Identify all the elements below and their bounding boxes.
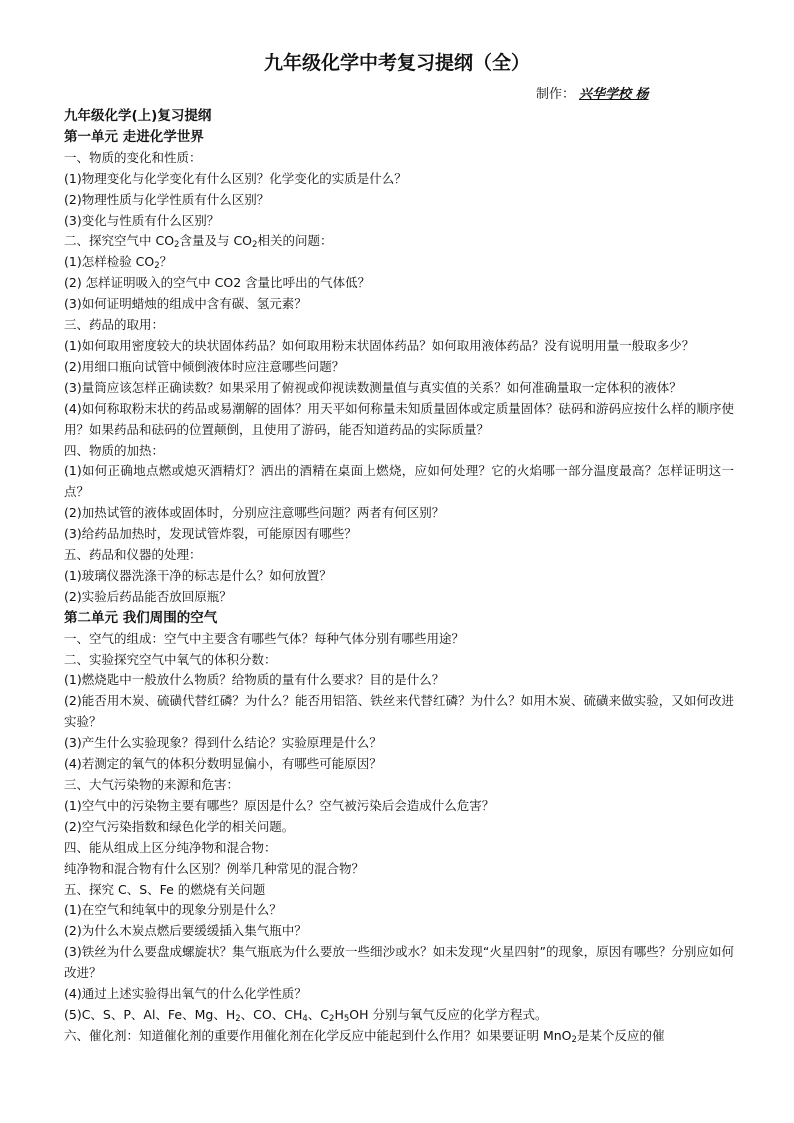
- text-run: OH 分别与氧气反应的化学方程式。: [349, 1006, 548, 1022]
- question-line: (1)如何取用密度较大的块状固体药品？如何取用粉末状固体药品？如何取用液体药品？没有说明用量一般取多少？: [64, 337, 695, 353]
- text-run: 二、探究空气中 CO: [64, 233, 175, 249]
- part-heading: 九年级化学(上)复习提纲: [64, 108, 212, 124]
- text-run: 、C: [307, 1006, 330, 1022]
- text-run: 、CO、CH: [240, 1006, 303, 1022]
- subscript: 2: [252, 240, 258, 251]
- text-run: 含量及与 CO: [179, 233, 253, 249]
- section-heading: 二、实验探究空气中氧气的体积分数：: [64, 651, 277, 667]
- document-title: 九年级化学中考复习提纲（全）: [263, 52, 530, 74]
- question-line: (4)通过上述实验得出氧气的什么化学性质？: [64, 986, 307, 1002]
- question-line: (1)物理变化与化学变化有什么区别？化学变化的实质是什么？: [64, 170, 407, 186]
- question-line: (1)如何正确地点燃或熄灭酒精灯？洒出的酒精在桌面上燃烧，应如何处理？它的火焰哪一部分温度最高？怎样证明这一点？: [64, 463, 734, 500]
- question-line: (4)如何称取粉末状的药品或易潮解的固体？用天平如何称量未知质量固体或定质量固体？砝码和游码应按什么样的顺序使用？如果药品和砝码的位置颠倒，且使用了游码，能否知道药品的实际质量？: [64, 400, 734, 437]
- text-run: 六、催化剂：知道催化剂的重要作用催化剂在化学反应中能起到什么作用？如果要证明 MnO: [64, 1027, 572, 1043]
- section-heading: 四、物质的加热：: [64, 442, 165, 458]
- question-line: (2)加热试管的液体或固体时，分别应注意哪些问题？两者有何区别？: [64, 505, 445, 521]
- question-line: (3)变化与性质有什么区别？: [64, 212, 220, 228]
- question-line: (2) 怎样证明吸入的空气中 CO2 含量比呼出的气体低？: [64, 275, 371, 291]
- question-line: (2)空气污染指数和绿色化学的相关问题。: [64, 818, 295, 834]
- question-line: (3)量筒应该怎样正确读数？如果采用了俯视或仰视读数测量值与真实值的关系？如何准确量取一定体积的液体？: [64, 379, 682, 395]
- question-line: (3)如何证明蜡烛的组成中含有碳、氢元素？: [64, 296, 307, 312]
- text-run: (5)C、S、P、Al、Fe、Mg、H: [64, 1006, 236, 1022]
- section-heading: 三、药品的取用：: [64, 317, 165, 333]
- section-heading: 五、探究 C、S、Fe 的燃烧有关问题: [64, 881, 266, 897]
- question-line: (2)实验后药品能否放回原瓶？: [64, 588, 232, 604]
- text-run: ？: [159, 254, 173, 270]
- subscript: 2: [571, 1034, 577, 1045]
- unit-heading: 第一单元 走进化学世界: [64, 128, 204, 145]
- question-line: (4)若测定的氧气的体积分数明显偏小，有哪些可能原因？: [64, 756, 382, 772]
- subscript: 4: [302, 1013, 308, 1024]
- question-line: (3)铁丝为什么要盘成螺旋状？集气瓶底为什么要放一些细沙或水？如未发现“火星四射”的现象，原因有哪些？分别应如何改进？: [64, 944, 734, 981]
- section-heading: 一、物质的变化和性质：: [64, 149, 202, 165]
- question-line: (2)用细口瓶向试管中倾倒液体时应注意哪些问题？: [64, 358, 345, 374]
- section-heading: 一、空气的组成：空气中主要含有哪些气体？每种气体分别有哪些用途？: [64, 630, 465, 646]
- subscript: 5: [343, 1013, 350, 1024]
- section-heading: 三、大气污染物的来源和危害：: [64, 777, 240, 792]
- subscript: 2: [235, 1013, 241, 1024]
- section-heading: 四、能从组成上区分纯净物和混合物：: [64, 839, 277, 855]
- author-label: 制作：: [536, 87, 576, 102]
- question-line: (3)产生什么实验现象？得到什么结论？实验原理是什么？: [64, 735, 382, 751]
- subscript: 2: [329, 1013, 335, 1024]
- question-line: (1)燃烧匙中一般放什么物质？给物质的量有什么要求？目的是什么？: [64, 672, 445, 688]
- text-run: (1)怎样检验 CO: [64, 254, 155, 270]
- question-line: (1)玻璃仪器洗涤干净的标志是什么？如何放置？: [64, 567, 332, 583]
- section-heading: [64, 231, 734, 252]
- question-line: (2)为什么木炭点燃后要缓缓插入集气瓶中？: [64, 923, 307, 939]
- question-line: [64, 252, 734, 273]
- question-line: (1)空气中的污染物主要有哪些？原因是什么？空气被污染后会造成什么危害？: [64, 797, 495, 813]
- text-run: H: [334, 1006, 344, 1022]
- question-line: (2)物理性质与化学性质有什么区别？: [64, 191, 270, 207]
- document-body: [64, 106, 734, 1047]
- question-line: (3)给药品加热时，发现试管炸裂，可能原因有哪些？: [64, 526, 357, 542]
- author-name: 兴华学校 杨: [579, 87, 649, 102]
- text-run: 是某个反应的催: [576, 1027, 665, 1043]
- section-heading: 五、药品和仪器的处理：: [64, 547, 202, 563]
- subscript: 2: [174, 240, 180, 251]
- subscript: 2: [154, 261, 160, 272]
- author-line: [536, 86, 649, 104]
- question-line: [64, 1005, 734, 1026]
- section-heading: [64, 1026, 734, 1047]
- text-run: 相关的问题：: [257, 233, 333, 249]
- unit-heading: 第二单元 我们周围的空气: [64, 609, 218, 626]
- question-line: (1)在空气和纯氧中的现象分别是什么？: [64, 902, 282, 918]
- question-line: (2)能否用木炭、硫磺代替红磷？为什么？能否用铝箔、铁丝来代替红磷？为什么？如用木炭、硫磺来做实验，又如何改进实验？: [64, 693, 734, 730]
- question-line: 纯净物和混合物有什么区别？例举几种常见的混合物？: [64, 860, 365, 876]
